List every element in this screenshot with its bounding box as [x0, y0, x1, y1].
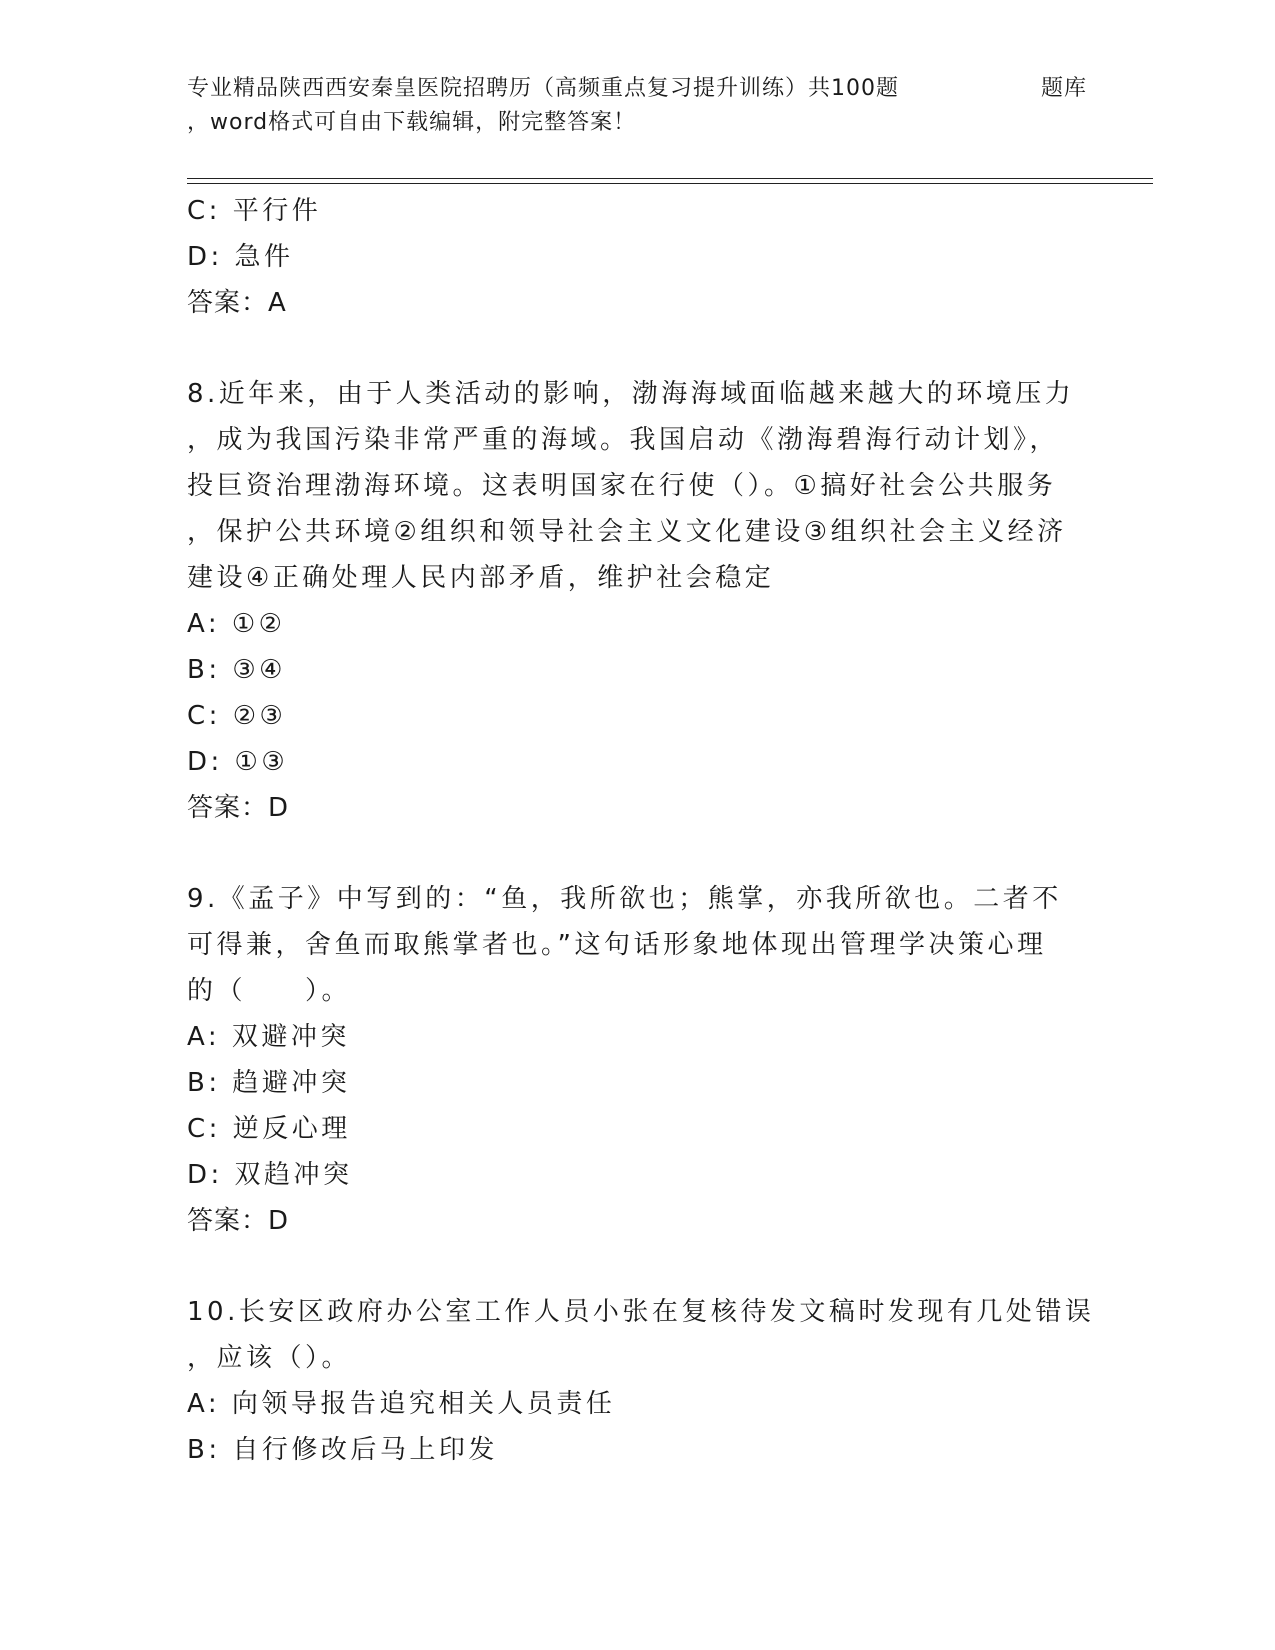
option-b — [187, 1060, 1107, 1106]
option-label: D: — [187, 1160, 223, 1190]
option-text: ③④ — [232, 655, 286, 685]
option-label: A: — [187, 609, 221, 639]
prev-question-tail — [187, 188, 1107, 326]
option-d — [187, 739, 1107, 785]
header-divider-bottom — [187, 183, 1153, 184]
question-8 — [187, 371, 1107, 831]
document-body — [187, 188, 1107, 1473]
option-label: C: — [187, 196, 221, 226]
option-text: 自行修改后马上印发 — [232, 1435, 498, 1465]
answer-line: 答案：D — [187, 793, 290, 823]
option-label: C: — [187, 1114, 221, 1144]
question-stem-line: 的（ ）。 — [187, 976, 352, 1006]
question-9 — [187, 876, 1107, 1244]
question-stem-line: ，成为我国污染非常严重的海域。我国启动《渤海碧海行动计划》， — [187, 425, 1060, 455]
option-label: D: — [187, 747, 223, 777]
option-d — [187, 234, 1107, 280]
option-text: ①③ — [234, 747, 289, 777]
option-c — [187, 693, 1107, 739]
option-text: 急件 — [234, 242, 294, 272]
option-text: ①② — [231, 609, 286, 639]
header-title-row — [187, 72, 1087, 106]
option-text: 双趋冲突 — [234, 1160, 353, 1190]
option-a — [187, 1014, 1107, 1060]
question-stem-line: 10.长安区政府办公室工作人员小张在复核待发文稿时发现有几处错误 — [187, 1297, 1095, 1327]
option-a — [187, 601, 1107, 647]
question-stem-line: 投巨资治理渤海环境。这表明国家在行使（）。①搞好社会公共服务 — [187, 471, 1057, 501]
option-label: B: — [187, 1435, 221, 1465]
option-label: B: — [187, 1068, 221, 1098]
option-d — [187, 1152, 1107, 1198]
header-divider-top — [187, 178, 1153, 179]
header-subtitle: ，word格式可自由下载编辑，附完整答案！ — [187, 110, 637, 135]
option-label: D: — [187, 242, 223, 272]
question-10 — [187, 1289, 1107, 1473]
option-text: 平行件 — [232, 196, 322, 226]
option-label: C: — [187, 701, 221, 731]
option-text: 双避冲突 — [231, 1022, 350, 1052]
question-stem-line: 8.近年来，由于人类活动的影响，渤海海域面临越来越大的环境压力 — [187, 379, 1075, 409]
header-tag: 题库 — [1040, 76, 1087, 101]
option-b — [187, 647, 1107, 693]
option-text: 趋避冲突 — [232, 1068, 351, 1098]
question-stem-line: ，保护公共环境②组织和领导社会主义文化建设③组织社会主义经济 — [187, 517, 1067, 547]
option-c — [187, 188, 1107, 234]
question-stem-line: 9.《孟子》中写到的：“鱼，我所欲也；熊掌，亦我所欲也。二者不 — [187, 884, 1062, 914]
option-text: 逆反心理 — [232, 1114, 351, 1144]
option-c — [187, 1106, 1107, 1152]
option-text: ②③ — [232, 701, 287, 731]
answer-line: 答案：D — [187, 1206, 290, 1236]
question-stem-line: 可得兼，舍鱼而取熊掌者也。”这句话形象地体现出管理学决策心理 — [187, 930, 1047, 960]
option-text: 向领导报告追究相关人员责任 — [231, 1389, 616, 1419]
option-label: B: — [187, 655, 221, 685]
header-title: 专业精品陕西西安秦皇医院招聘历（高频重点复习提升训练）共100题 — [187, 76, 899, 101]
question-stem-line: 建设④正确处理人民内部矛盾，维护社会稳定 — [187, 563, 775, 593]
option-label: A: — [187, 1022, 221, 1052]
option-b — [187, 1427, 1107, 1473]
option-label: A: — [187, 1389, 221, 1419]
question-stem-line: ，应该（）。 — [187, 1343, 352, 1373]
answer-line: 答案：A — [187, 288, 287, 318]
option-a — [187, 1381, 1107, 1427]
page-header — [187, 72, 1087, 140]
